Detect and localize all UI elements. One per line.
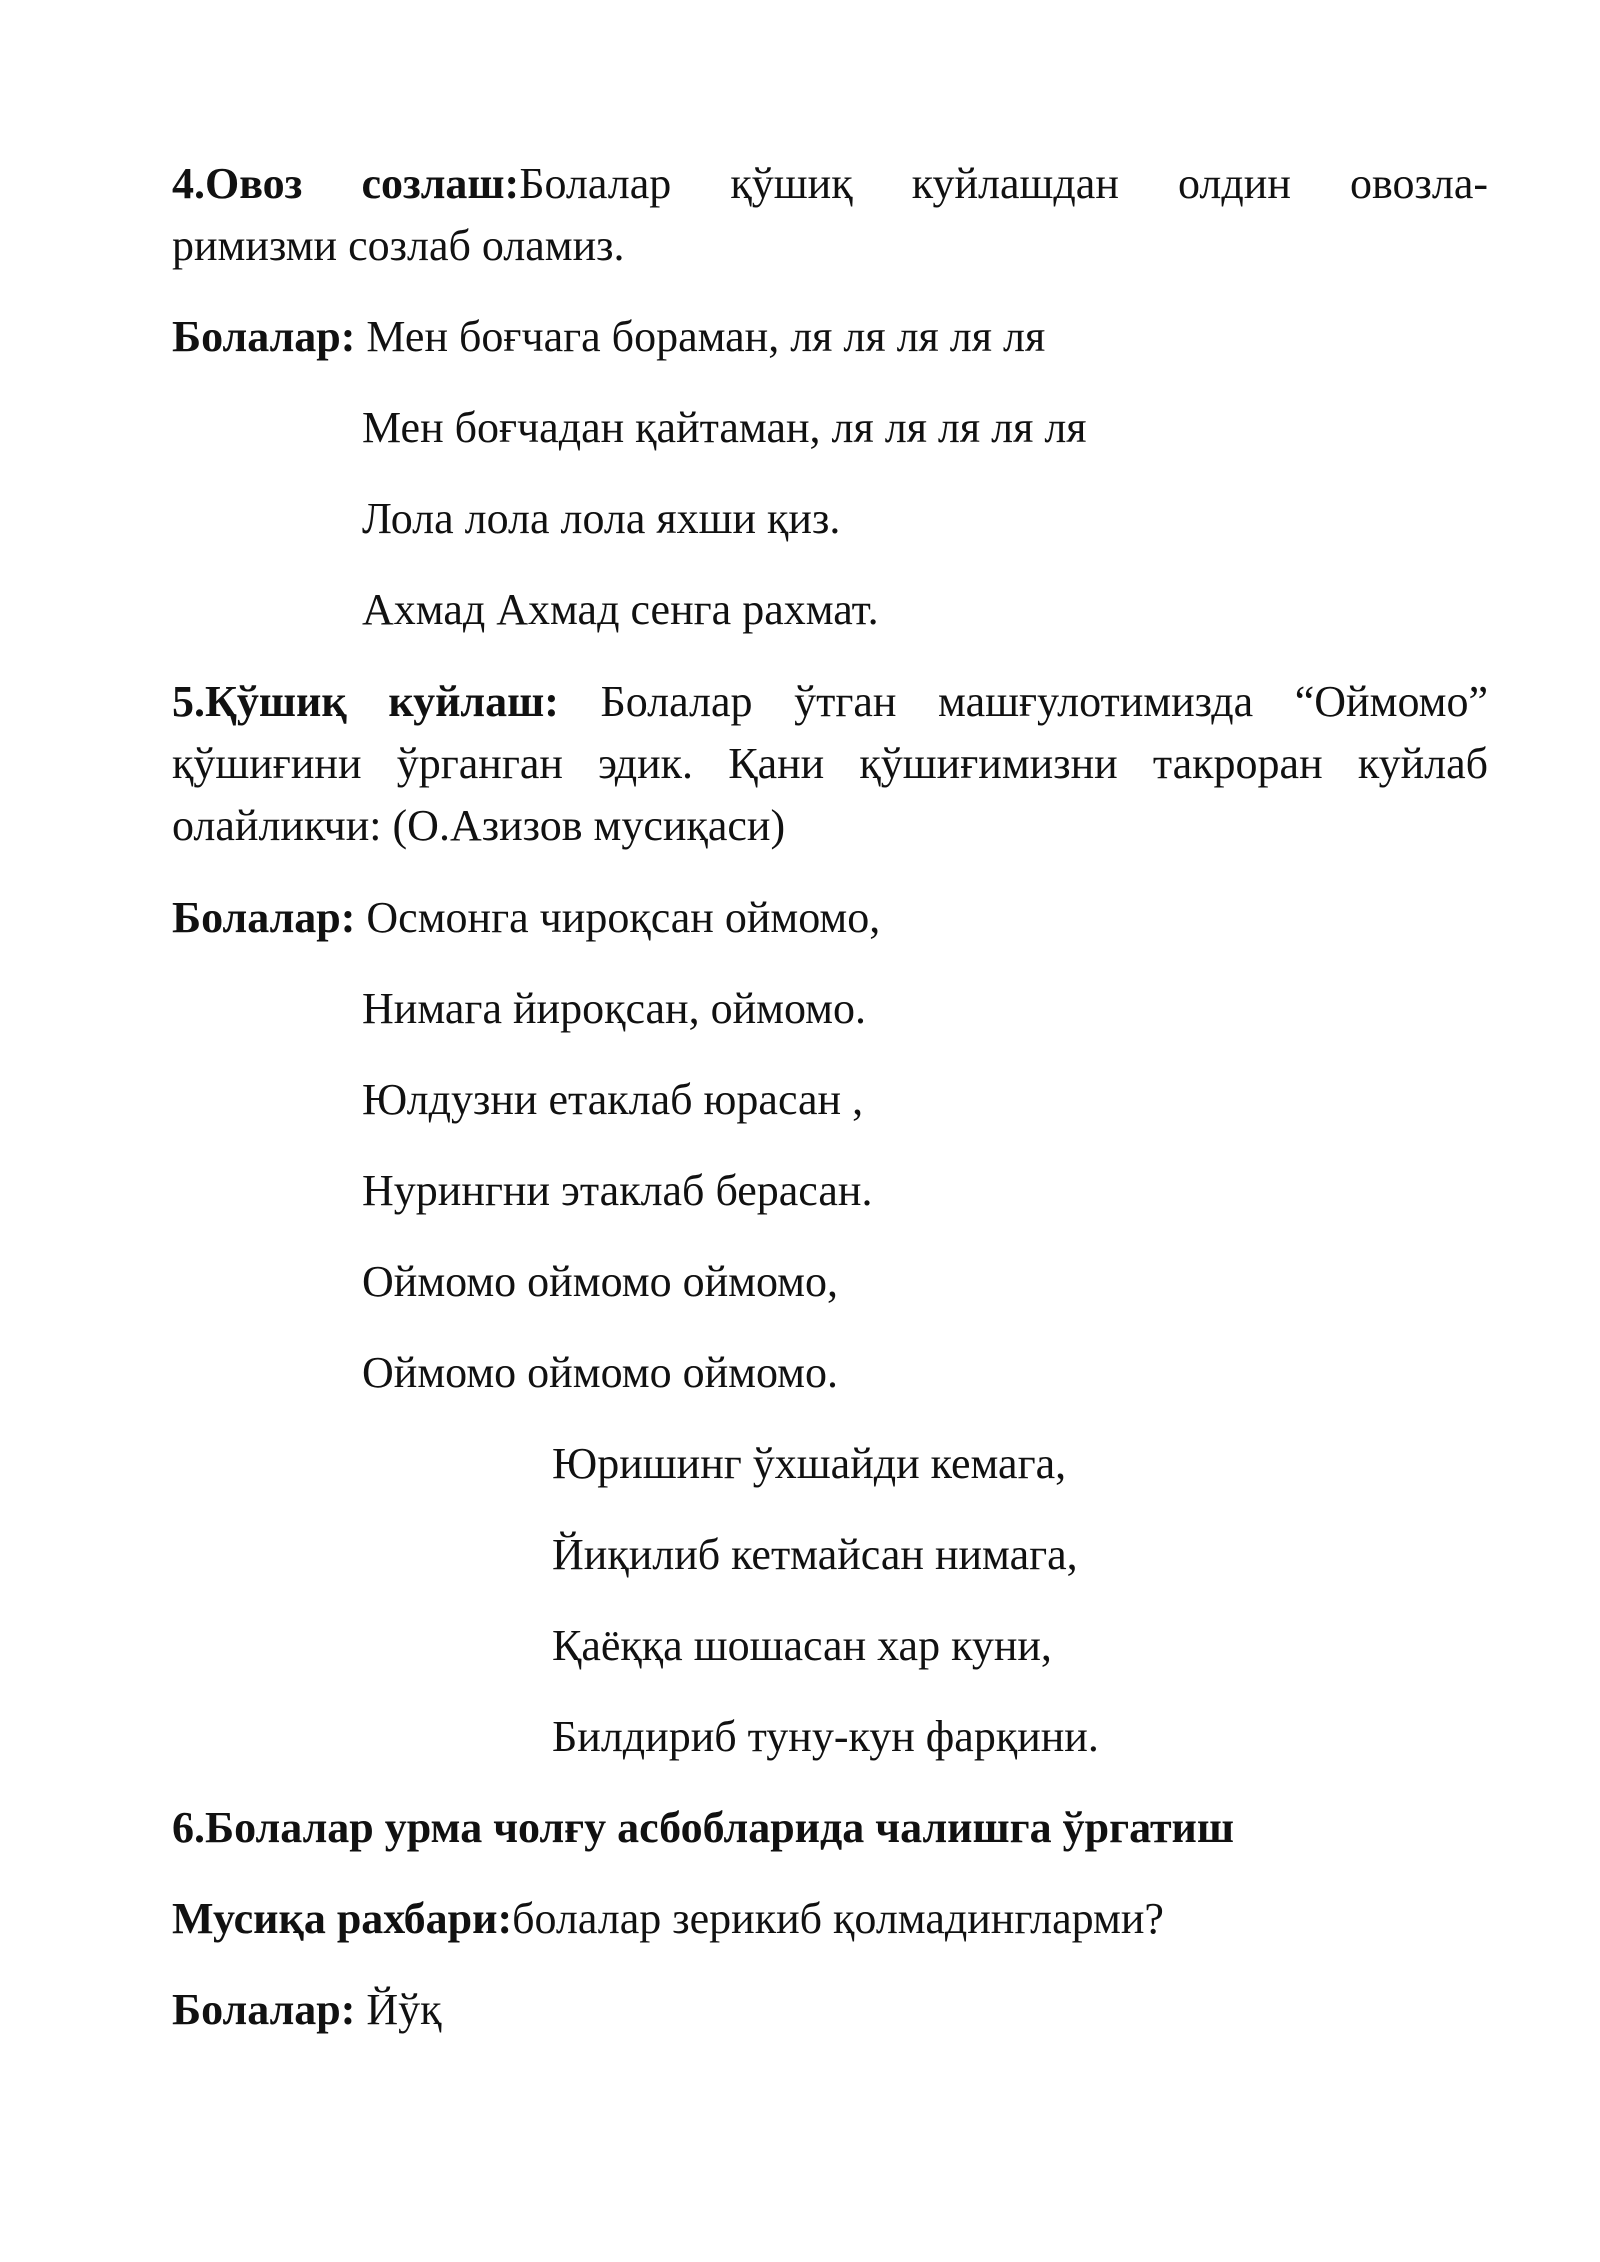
- dialogue1-first-line: [172, 307, 1045, 367]
- dialogue4-speaker: Болалар:: [172, 1985, 356, 2034]
- section5-text-line2: қўшиғини ўрганган эдик. Қани қўшиғимизни такроран куйлаб: [172, 739, 1488, 788]
- dialogue3-text: болалар зерикиб қолмадингларми?: [512, 1894, 1164, 1943]
- dialogue1-line: Лола лола лола яхши қиз.: [362, 494, 841, 543]
- dialogue2-verse2-line: Қаёққа шошасан хар куни,: [552, 1621, 1052, 1670]
- section5-text-line3: олайликчи: (О.Азизов мусиқаси): [172, 801, 786, 850]
- dialogue2-line: Нурингни этаклаб берасан.: [362, 1166, 873, 1215]
- dialogue2-verse2-line: Йиқилиб кетмайсан нимага,: [552, 1530, 1078, 1579]
- dialogue4-line: [172, 1980, 442, 2040]
- dialogue2-verse2-line: Юришинг ўхшайди кемага,: [552, 1439, 1067, 1488]
- dialogue2-first-line: [172, 888, 880, 948]
- dialogue2-verse2-line: Билдириб туну-кун фарқини.: [552, 1712, 1099, 1761]
- dialogue2-line: Юлдузни етаклаб юрасан ,: [362, 1075, 864, 1124]
- dialogue3-line: [172, 1889, 1164, 1949]
- dialogue1-speaker: Болалар:: [172, 312, 356, 361]
- section5-text-line1: Болалар ўтган машғулотимизда “Оймомо”: [558, 677, 1488, 726]
- section4-heading: 4.Овоз созлаш:: [172, 159, 520, 208]
- dialogue1-line: Мен боғчадан қайтаман, ля ля ля ля ля: [362, 403, 1087, 452]
- dialogue2-line: Оймомо оймомо оймомо.: [362, 1348, 838, 1397]
- section6-heading: 6.Болалар урма чолғу асбобларида чалишга ўргатиш: [172, 1803, 1235, 1852]
- dialogue2-speaker: Болалар:: [172, 893, 356, 942]
- section4-paragraph-line1: [172, 154, 1488, 214]
- section5-paragraph-line2: [172, 734, 1488, 794]
- dialogue2-first-text: Осмонга чироқсан оймомо,: [355, 893, 881, 942]
- dialogue4-text: Йўқ: [355, 1985, 442, 2034]
- dialogue2-line: Нимага йироқсан, оймомо.: [362, 984, 866, 1033]
- dialogue1-line: Ахмад Ахмад сенга рахмат.: [362, 585, 879, 634]
- dialogue2-line: Оймомо оймомо оймомо,: [362, 1257, 838, 1306]
- section4-text-line2: римизми созлаб оламиз.: [172, 221, 625, 270]
- dialogue3-speaker: Мусиқа рахбари:: [172, 1894, 513, 1943]
- dialogue1-first-text: Мен боғчага бораман, ля ля ля ля ля: [355, 312, 1046, 361]
- section5-paragraph-line1: [172, 672, 1488, 732]
- section5-heading: 5.Қўшиқ куйлаш:: [172, 677, 559, 726]
- section4-text-line1: Болалар қўшиқ куйлашдан олдин овозла-: [519, 159, 1489, 208]
